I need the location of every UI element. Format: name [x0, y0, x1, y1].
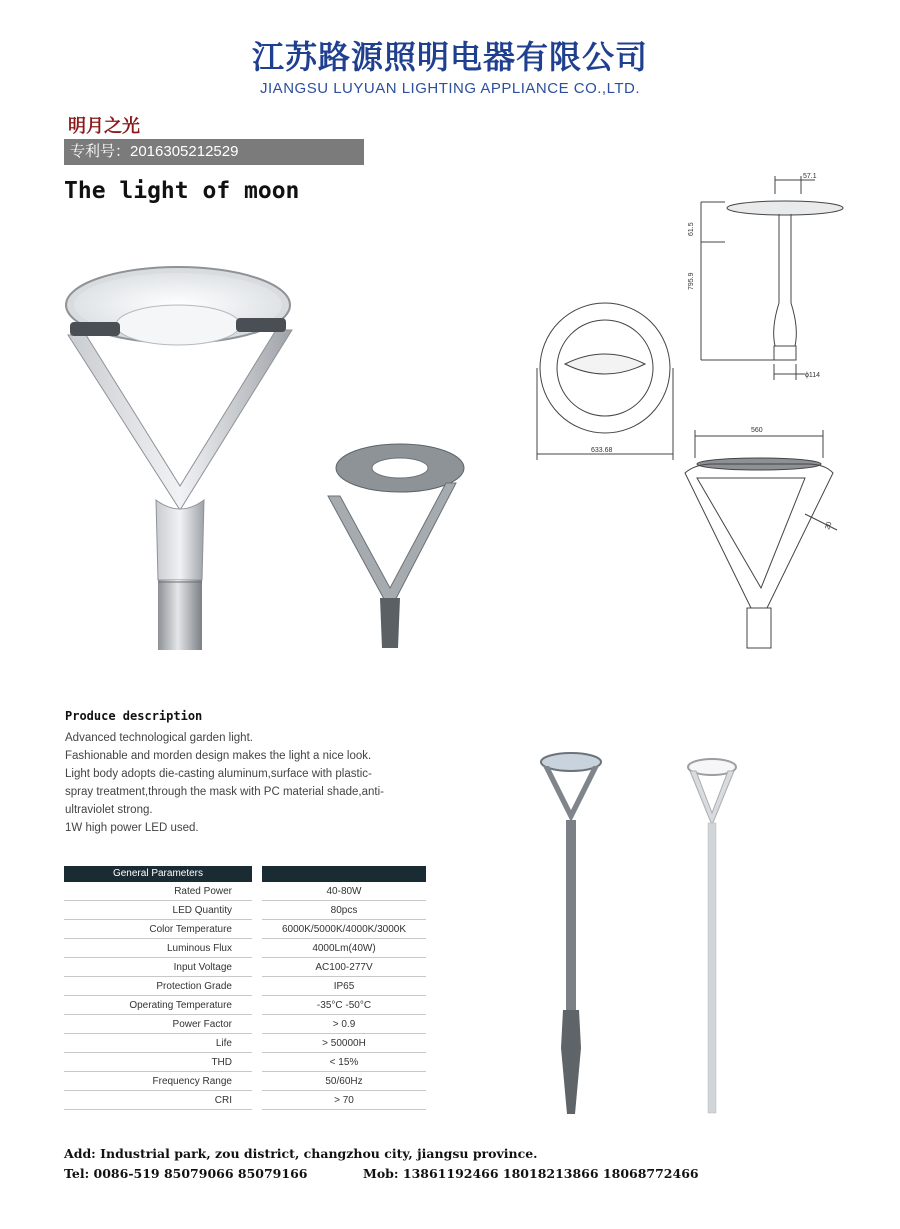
technical-drawings	[525, 168, 875, 658]
table-row	[64, 1091, 426, 1110]
description-line: ultraviolet strong.	[65, 804, 153, 816]
parameters-header-bar	[262, 866, 426, 882]
param-value: > 50000H	[262, 1034, 426, 1053]
description-text	[65, 729, 425, 837]
description-line: 1W high power LED used.	[65, 822, 199, 834]
param-value: 50/60Hz	[262, 1072, 426, 1091]
dim-20: 20	[824, 520, 834, 531]
parameters-table	[64, 866, 426, 1110]
parameters-header: General Parameters	[64, 866, 252, 882]
dim-phi-114: ϕ114	[805, 372, 821, 379]
footer-mob: Mob: 13861192466 18018213866 18068772466	[363, 1166, 699, 1181]
patent-number: 专利号：2016305212529	[64, 139, 364, 165]
param-label: Input Voltage	[64, 958, 252, 977]
param-value: < 15%	[262, 1053, 426, 1072]
full-pole-dark-render	[535, 748, 605, 1118]
param-label: CRI	[64, 1091, 252, 1110]
table-row	[64, 977, 426, 996]
param-value: 6000K/5000K/4000K/3000K	[262, 920, 426, 939]
table-row	[64, 939, 426, 958]
table-row	[64, 1053, 426, 1072]
product-title-en: The light of moon	[64, 178, 300, 204]
param-value: IP65	[262, 977, 426, 996]
dim-57-1: 57.1	[803, 173, 817, 180]
dim-560: 560	[751, 427, 763, 434]
table-row	[64, 1015, 426, 1034]
footer-address: Add: Industrial park, zou district, changzhou city, jiangsu province.	[64, 1146, 538, 1161]
param-label: Rated Power	[64, 882, 252, 901]
param-value: > 0.9	[262, 1015, 426, 1034]
description-line: spray treatment,through the mask with PC material shade,anti-	[65, 786, 384, 798]
table-row	[64, 958, 426, 977]
param-label: THD	[64, 1053, 252, 1072]
param-label: LED Quantity	[64, 901, 252, 920]
description-heading: Produce description	[65, 709, 203, 723]
table-row	[64, 901, 426, 920]
table-row	[64, 920, 426, 939]
param-value: 80pcs	[262, 901, 426, 920]
footer-tel: Tel: 0086-519 85079066 85079166	[64, 1166, 308, 1181]
company-name-en: JIANGSU LUYUAN LIGHTING APPLIANCE CO.,LTD.	[260, 80, 640, 97]
company-name-cn: 江苏路源照明电器有限公司	[251, 38, 648, 76]
description-line: Fashionable and morden design makes the light a nice look.	[65, 750, 372, 762]
param-label: Operating Temperature	[64, 996, 252, 1015]
dim-795-9: 795.9	[688, 272, 695, 290]
param-value: > 70	[262, 1091, 426, 1110]
parameters-header-row	[64, 866, 426, 882]
param-value: 4000Lm(40W)	[262, 939, 426, 958]
description-line: Advanced technological garden light.	[65, 732, 253, 744]
param-value: -35°C -50°C	[262, 996, 426, 1015]
table-row	[64, 1072, 426, 1091]
table-row	[64, 1034, 426, 1053]
dim-633-68: 633.68	[591, 447, 613, 454]
full-pole-light-render	[682, 755, 742, 1115]
param-value: AC100-277V	[262, 958, 426, 977]
param-label: Power Factor	[64, 1015, 252, 1034]
dim-61-5: 61.5	[688, 222, 695, 236]
table-row	[64, 996, 426, 1015]
lamp-angle-render	[320, 438, 465, 648]
product-name-cn: 明月之光	[68, 116, 140, 137]
param-value: 40-80W	[262, 882, 426, 901]
param-label: Protection Grade	[64, 977, 252, 996]
param-label: Life	[64, 1034, 252, 1053]
table-row	[64, 882, 426, 901]
lamp-head-render	[60, 260, 310, 650]
description-line: Light body adopts die-casting aluminum,surface with plastic-	[65, 768, 372, 780]
param-label: Luminous Flux	[64, 939, 252, 958]
param-label: Color Temperature	[64, 920, 252, 939]
param-label: Frequency Range	[64, 1072, 252, 1091]
